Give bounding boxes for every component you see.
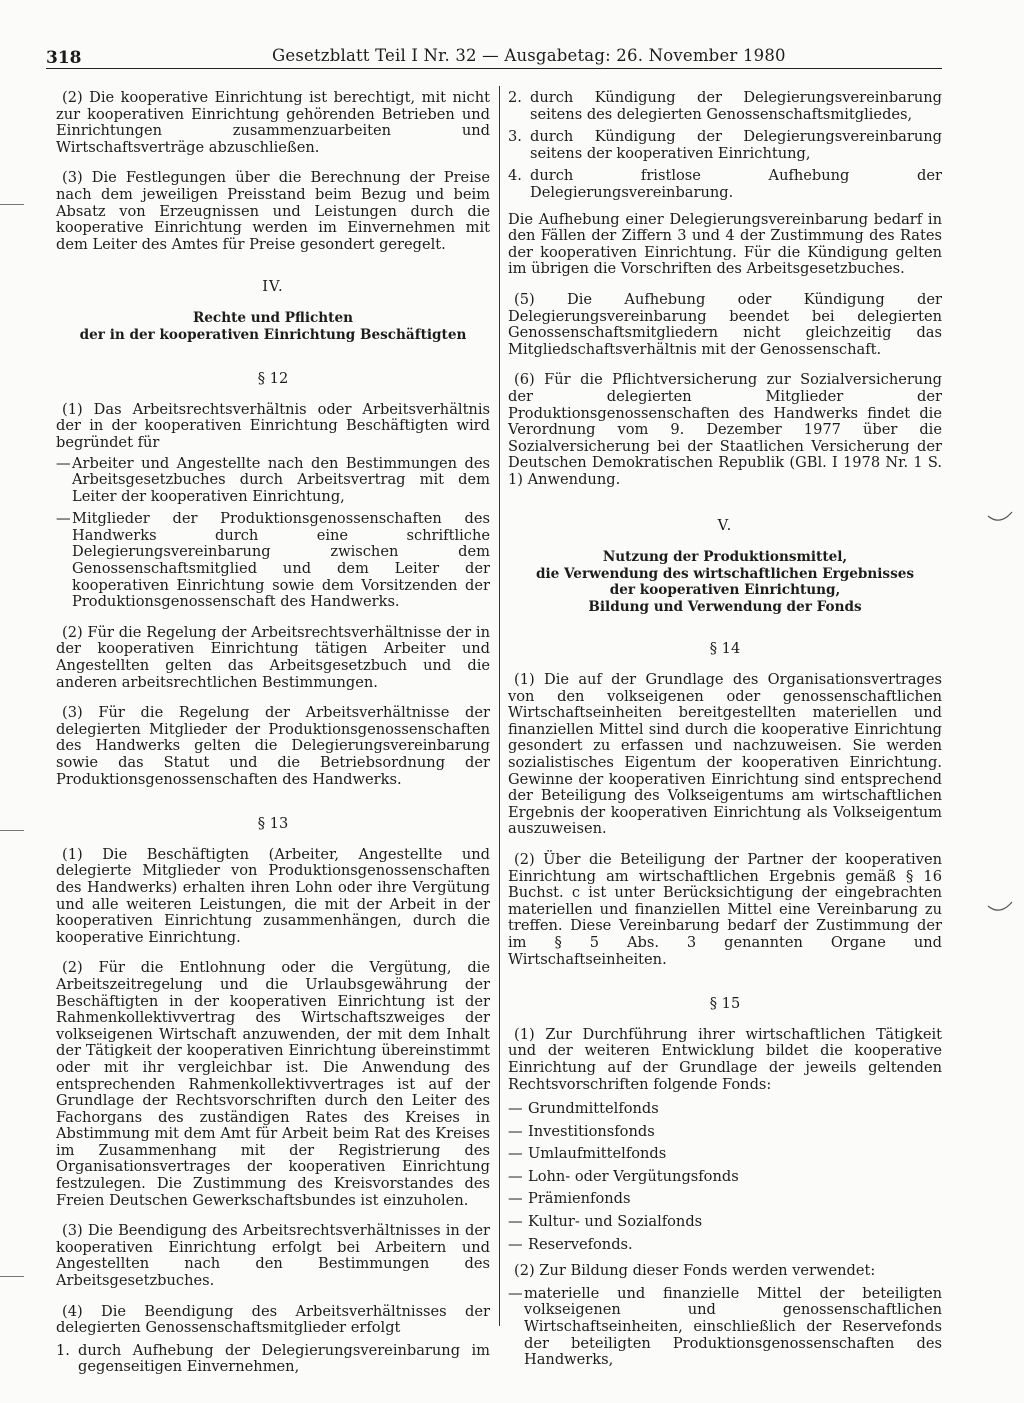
paragraph: (2) Die kooperative Einrichtung ist berechtigt, mit nicht zur kooperativen Einrichtung gehörenden Betrieben und Einrichtungen zusammenzuarbeiten und Wirtschaftsverträge abzuschließen. <box>56 89 490 156</box>
section-title-line: Bildung und Verwendung der Fonds <box>588 598 862 615</box>
fund-name: Grundmittelfonds <box>528 1100 659 1118</box>
fund-name: Umlaufmittelfonds <box>528 1145 667 1163</box>
paragraph: (2) Zur Bildung dieser Fonds werden verwendet: <box>514 1262 876 1280</box>
dash-marker: — <box>508 1122 523 1140</box>
margin-mark <box>986 898 1016 918</box>
paragraph: (1) Die Beschäftigten (Arbeiter, Angestellte und delegierte Mitglieder von Produktionsgenossenschaften des Handwerks) erhalten ihren Lohn oder ihre Vergütung und alle weiteren Leistungen, die mit der Arbeit in der kooperativen Einrichtung zusammenhängen, durch die kooperative Einrichtung. <box>56 845 490 946</box>
section-title-line: der kooperativen Einrichtung, <box>609 582 841 599</box>
list-item <box>56 456 490 506</box>
fund-item <box>508 1169 942 1186</box>
fund-item <box>508 1237 942 1254</box>
dash-marker: — <box>56 454 71 472</box>
section-title <box>508 549 942 615</box>
dash-marker: — <box>508 1284 523 1302</box>
section-number: IV. <box>262 278 284 296</box>
paragraph: (4) Die Beendigung des Arbeitsverhältnisses der delegierten Genossenschaftsmitglieder erfolgt <box>56 1302 490 1337</box>
paragraph: (3) Die Festlegungen über die Berechnung der Preise nach dem jeweiligen Preisstand beim Bezug und beim Absatz von Erzeugnissen und Leistungen durch die kooperative Einrichtung werden im Einvernehmen mit dem Leiter des Amtes für Preise gesondert geregelt. <box>56 169 490 253</box>
fund-item <box>508 1214 942 1231</box>
list-item <box>508 129 942 162</box>
column-divider <box>499 86 500 1326</box>
dash-marker: — <box>508 1100 523 1118</box>
paragraph-heading: § 12 <box>257 370 289 388</box>
left-column <box>56 90 490 1382</box>
list-number: 4. <box>508 167 522 185</box>
paragraph: (1) Das Arbeitsrechtsverhältnis oder Arbeitsverhältnis der in der kooperativen Einrichtung Beschäftigten wird begründet für <box>56 400 490 451</box>
page-header <box>46 46 942 69</box>
list-item <box>56 511 490 611</box>
fund-name: Investitionsfonds <box>528 1122 655 1140</box>
fund-item <box>508 1124 942 1141</box>
margin-mark <box>0 204 24 205</box>
paragraph: (1) Zur Durchführung ihrer wirtschaftlichen Tätigkeit und der weiteren Entwicklung bildet die kooperative Einrichtung auf der Grundlage der jeweils geltenden Rechtsvorschriften folgende Fonds: <box>508 1025 942 1093</box>
paragraph-heading: § 13 <box>257 815 289 833</box>
margin-mark <box>0 830 24 831</box>
dash-marker: — <box>508 1213 523 1231</box>
list-item-text: Mitglieder der Produktionsgenossenschaften des Handwerks durch eine schriftliche Delegierungsvereinbarung zwischen dem Genossenschaftsmitglied und dem Leiter der kooperativen Einrichtung sowie dem Vorsitzenden der Produktionsgenossenschaft des Handwerks. <box>72 510 490 611</box>
section-number: V. <box>717 517 733 535</box>
list-item-text: durch Kündigung der Delegierungsvereinbarung seitens der kooperativen Einrichtung, <box>530 128 942 162</box>
paragraph: (3) Die Beendigung des Arbeitsrechtsverhältnisses in der kooperativen Einrichtung erfolgt bei Arbeitern und Angestellten nach den Bestimmungen des Arbeitsgesetzbuches. <box>56 1222 490 1290</box>
section-title-line: der in der kooperativen Einrichtung Beschäftigten <box>79 326 467 343</box>
dash-marker: — <box>508 1190 523 1208</box>
section-title-line: Rechte und Pflichten <box>192 309 353 326</box>
list-number: 1. <box>56 1341 70 1359</box>
margin-mark <box>986 508 1016 528</box>
dash-marker: — <box>56 510 71 528</box>
paragraph: (6) Für die Pflichtversicherung zur Sozialversicherung der delegierten Mitglieder der Produktionsgenossenschaften des Handwerks findet die Verordnung vom 9. Dezember 1977 über die Sozialversicherung bei der Staatlichen Versicherung der Deutschen Demokratischen Republik (GBl. I 1978 Nr. 1 S. 1) Anwendung. <box>508 371 942 488</box>
page-number: 318 <box>46 48 82 68</box>
list-item <box>508 90 942 123</box>
fund-name: Prämienfonds <box>528 1190 631 1208</box>
paragraph: (2) Über die Beteiligung der Partner der kooperativen Einrichtung am wirtschaftlichen Ergebnis gemäß § 16 Buchst. c ist unter Berücksichtigung der eingebrachten materiellen und finanziellen Mittel eine Vereinbarung zu treffen. Diese Vereinbarung bedarf der Zustimmung der im § 5 Abs. 3 genannten Organe und Wirtschaftseinheiten. <box>508 850 942 968</box>
list-item <box>56 1343 490 1376</box>
list-number: 2. <box>508 89 522 106</box>
list-item-text: durch fristlose Aufhebung der Delegierungsvereinbarung. <box>530 167 942 201</box>
list-number: 3. <box>508 128 522 146</box>
list-item-text: durch Aufhebung der Delegierungsvereinbarung im gegenseitigen Einvernehmen, <box>78 1341 490 1376</box>
list-item-text: materielle und finanzielle Mittel der beteiligten volkseigenen und genossenschaftlichen Wirtschaftseinheiten, einschließlich der Reservefonds der beteiligten Produktionsgenossenschaften des Handwerks, <box>524 1284 942 1369</box>
paragraph: (3) Für die Regelung der Arbeitsverhältnisse der delegierten Mitglieder der Produktionsgenossenschaften des Handwerks gelten die Delegierungsvereinbarung sowie das Statut und die Betriebsordnung der Produktionsgenossenschaften des Handwerks. <box>56 704 490 788</box>
list-item-text: durch Kündigung der Delegierungsvereinbarung seitens des delegierten Genossenschaftsmitgliedes, <box>530 89 942 123</box>
publication-title: Gesetzblatt Teil I Nr. 32 — Ausgabetag: 26. November 1980 <box>272 46 786 65</box>
paragraph-heading: § 14 <box>709 640 741 658</box>
paragraph: (5) Die Aufhebung oder Kündigung der Delegierungsvereinbarung beendet bei delegierten Genossenschaftsmitgliedern nicht gleichzeitig das Mitgliedschaftsverhältnis mit der Genossenschaft. <box>508 290 942 358</box>
paragraph: (2) Für die Regelung der Arbeitsrechtsverhältnisse der in der kooperativen Einrichtung tätigen Arbeiter und Angestellten gelten das Arbeitsgesetzbuch und die anderen arbeitsrechtlichen Bestimmungen. <box>56 623 490 691</box>
section-title-line: Nutzung der Produktionsmittel, <box>602 549 848 566</box>
list-item-text: Arbeiter und Angestellte nach den Bestimmungen des Arbeitsgesetzbuches durch Arbeitsvertrag mit dem Leiter der kooperativen Einrichtung, <box>72 454 490 505</box>
fund-name: Reservefonds. <box>528 1235 633 1253</box>
funds-list <box>508 1101 942 1253</box>
section-title <box>56 310 490 343</box>
margin-mark <box>0 1276 24 1277</box>
dash-marker: — <box>508 1145 523 1163</box>
paragraph: (2) Für die Entlohnung oder die Vergütung, die Arbeitszeitregelung und die Urlaubsgewährung der Beschäftigten in der kooperativen Einrichtung ist der Rahmenkollektivvertrag des Wirtschaftszweiges der volkseigenen Wirtschaft anzuwenden, der mit dem Inhalt der Tätigkeit der kooperativen Einrichtung übereinstimmt oder mit ihr vergleichbar ist. Die Anwendung des entsprechenden Rahmenkollektivvertrages ist auf der Grundlage der Rechtsvorschriften durch den Leiter des Fachorgans des zuständigen Rates des Kreises in Abstimmung mit dem Amt für Arbeit beim Rat des Kreises im Zusammenhang mit der Registrierung des Organisationsvertrages der kooperativen Einrichtung festzulegen. Die Zustimmung des Kreisvorstandes des Freien Deutschen Gewerkschaftsbundes ist einzuholen. <box>56 959 490 1209</box>
list-item <box>508 1286 942 1369</box>
list-item <box>508 168 942 201</box>
fund-name: Lohn- oder Vergütungsfonds <box>528 1167 739 1185</box>
paragraph-heading: § 15 <box>709 995 741 1013</box>
fund-item <box>508 1146 942 1163</box>
paragraph: Die Aufhebung einer Delegierungsvereinbarung bedarf in den Fällen der Ziffern 3 und 4 der Zustimmung des Rates der kooperativen Einrichtung. Für die Kündigung gelten im übrigen die Vorschriften des Arbeitsgesetzbuches. <box>508 210 942 278</box>
right-column <box>508 90 942 1371</box>
dash-marker: — <box>508 1235 523 1253</box>
fund-item <box>508 1191 942 1208</box>
dash-marker: — <box>508 1167 523 1185</box>
fund-item <box>508 1101 942 1118</box>
paragraph: (1) Die auf der Grundlage des Organisationsvertrages von den volkseigenen oder genossenschaftlichen Wirtschaftseinheiten bereitgestellten materiellen und finanziellen Mittel sind durch die kooperative Einrichtung gesondert zu erfassen und nachzuweisen. Sie werden sozialistisches Eigentum der kooperativen Einrichtung. Gewinne der kooperativen Einrichtung sind entsprechend der Beteiligung des Volkseigentums am wirtschaftlichen Ergebnis der kooperativen Einrichtung als Volkseigentum auszuweisen. <box>508 671 942 838</box>
section-title-line: die Verwendung des wirtschaftlichen Ergebnisses <box>535 565 915 582</box>
fund-name: Kultur- und Sozialfonds <box>528 1213 703 1231</box>
